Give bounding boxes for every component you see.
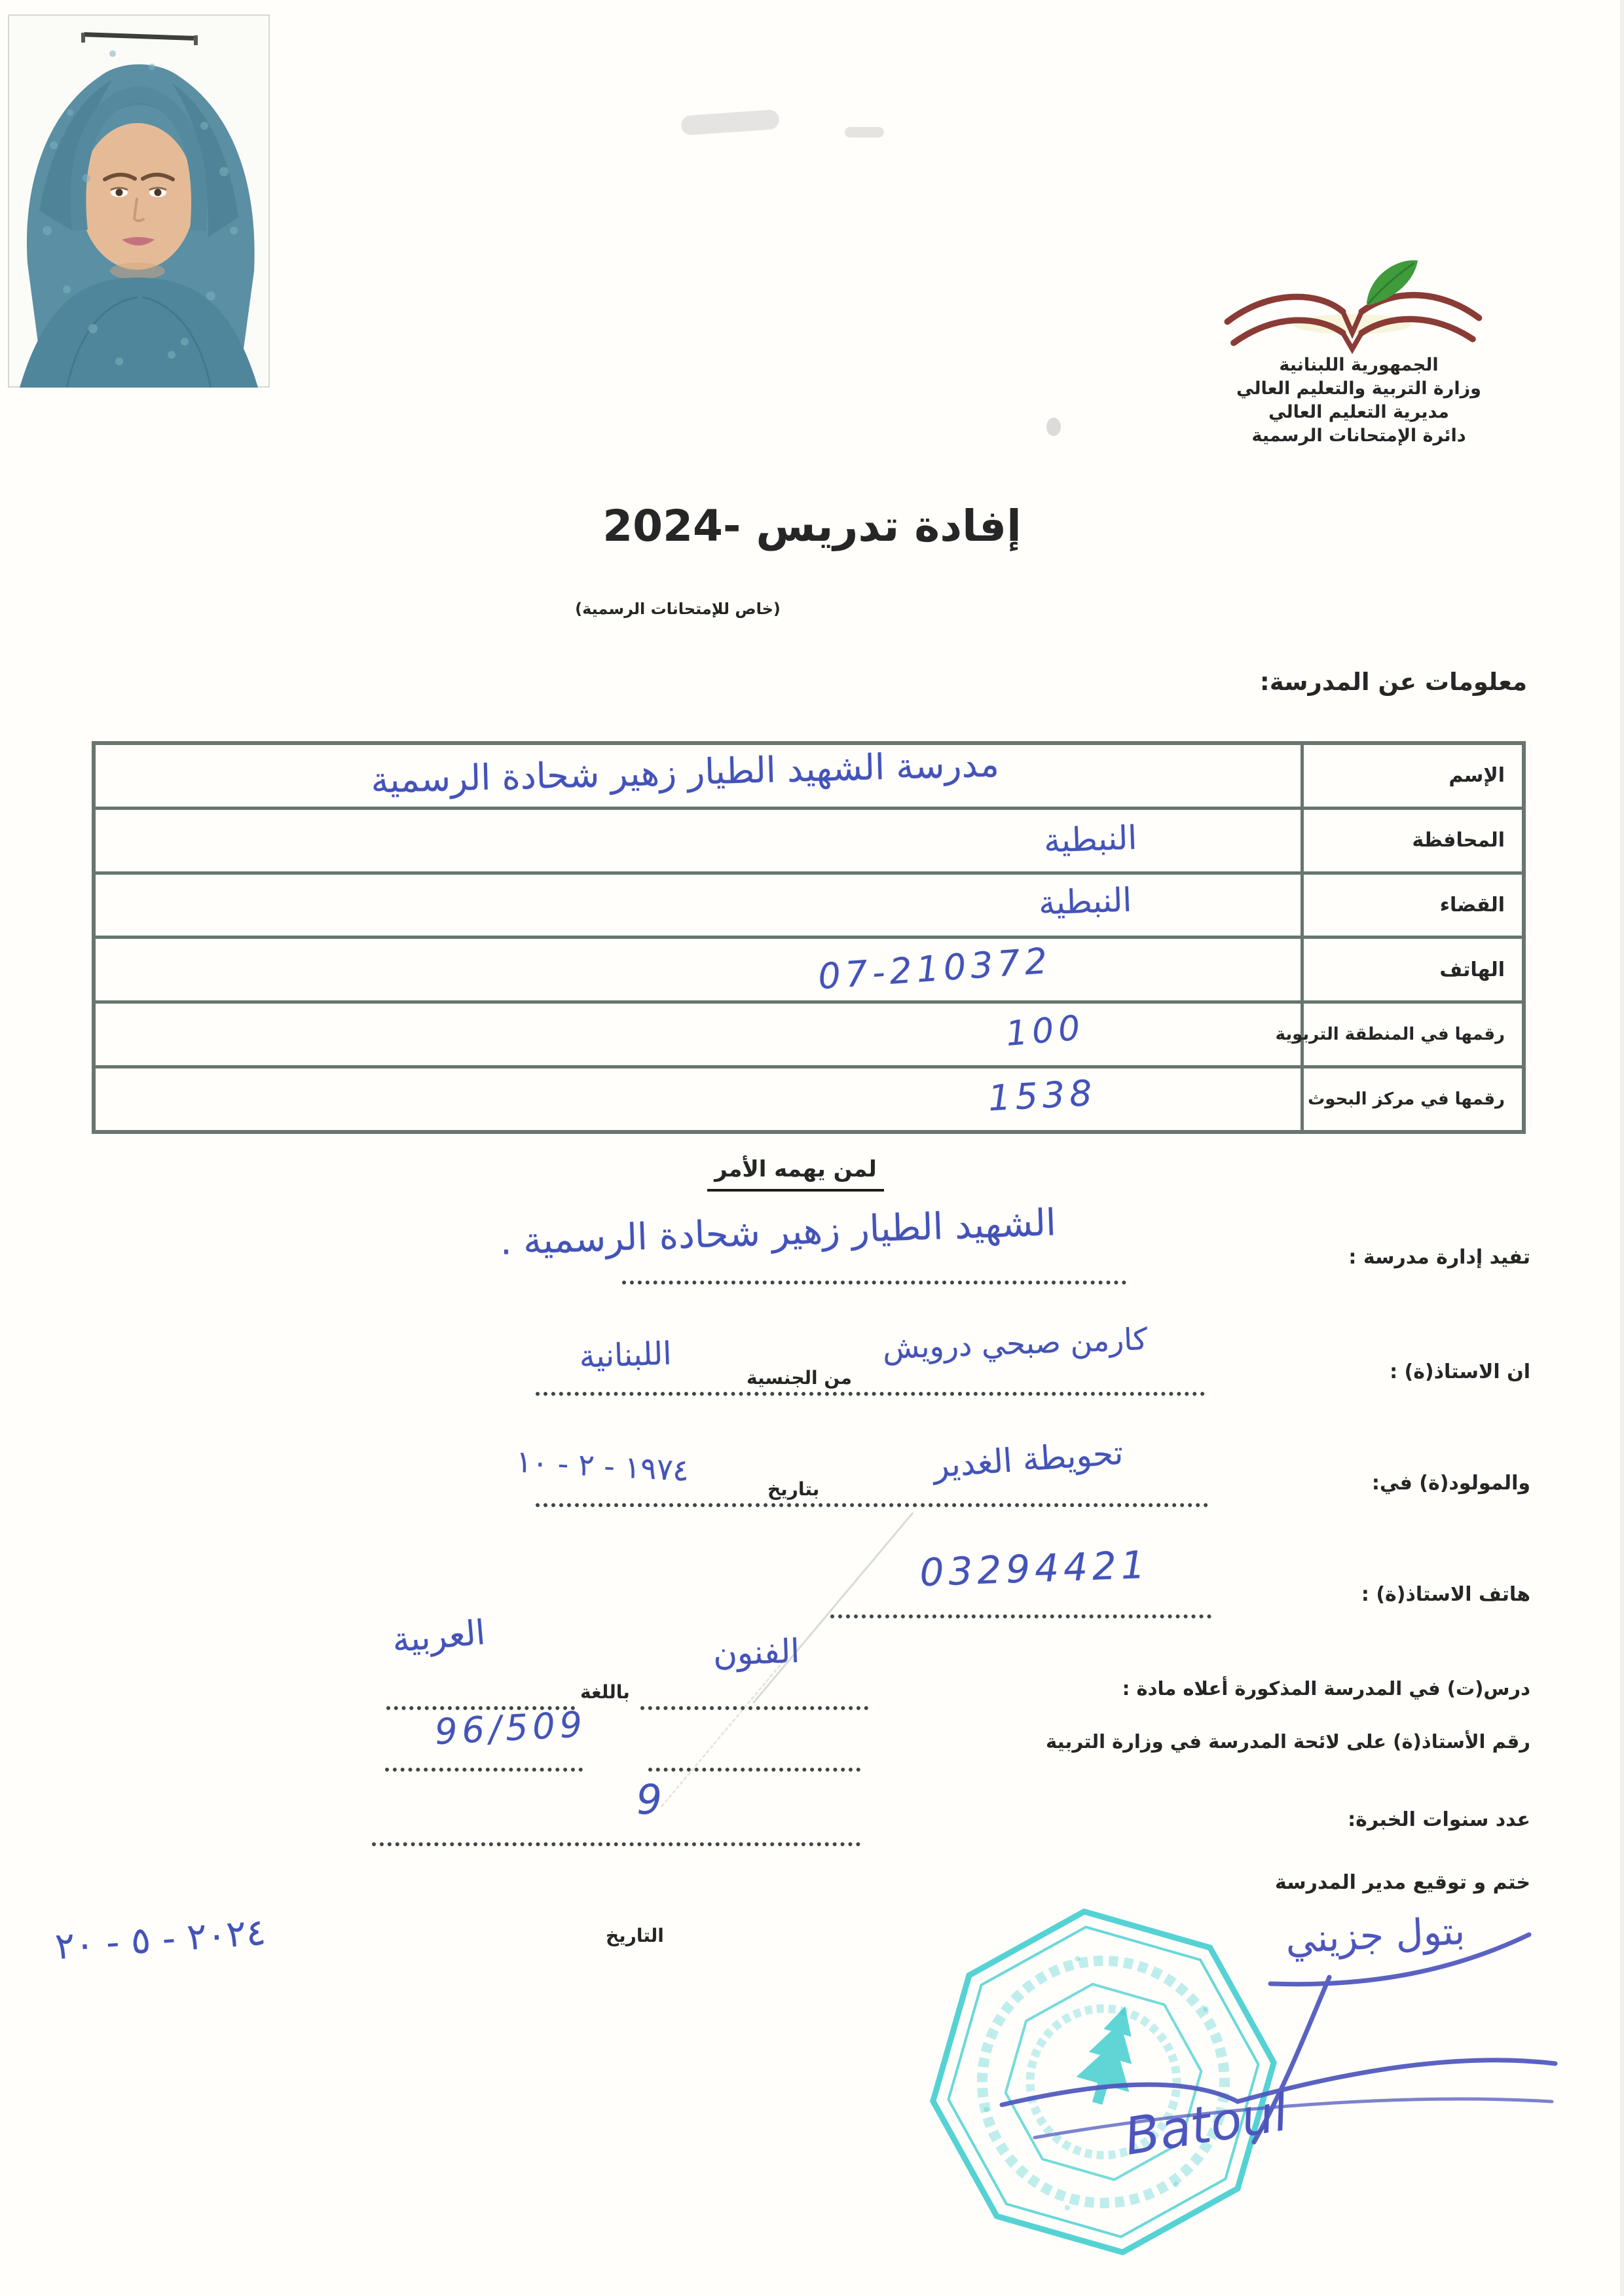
- faint-pencil-mark: [752, 1512, 914, 1704]
- handwritten-research-center-number: 1538: [987, 1072, 1098, 1120]
- document-subtitle: (خاص للإمتحانات الرسمية): [575, 600, 781, 618]
- table-row: [96, 1068, 1522, 1130]
- scan-edge-shadow: [1620, 0, 1624, 2296]
- dotted-line: [640, 1706, 868, 1710]
- handwritten-edu-district-number: 100: [1004, 1008, 1086, 1055]
- handwritten-subject: الفنون: [712, 1631, 801, 1673]
- label-teacher-phone: هاتف الاستاذ(ة) :: [1361, 1583, 1530, 1606]
- label-in-language: باللغة: [580, 1681, 630, 1703]
- row-label-phone: الهاتف: [1301, 939, 1522, 1000]
- handwritten-teacher-name: كارمن صبحي درويش: [881, 1321, 1149, 1366]
- label-years-of-experience: عدد سنوات الخبرة:: [1348, 1808, 1530, 1831]
- label-nationality: من الجنسية: [747, 1367, 852, 1389]
- handwritten-birthplace: تحويطة الغدير: [932, 1433, 1124, 1485]
- octagon-stamp-icon: [908, 1886, 1300, 2278]
- handwritten-years-experience: 9: [635, 1775, 668, 1824]
- row-value-cell: [96, 875, 1301, 936]
- row-value-cell: [96, 1068, 1301, 1130]
- label-on-date: بتاريخ: [767, 1478, 820, 1500]
- table-row: [96, 810, 1522, 875]
- dotted-line: [622, 1281, 1126, 1285]
- handwritten-district: النبطية: [1037, 881, 1132, 922]
- handwritten-language: العربية: [390, 1613, 487, 1661]
- handwritten-school-phone: 07-210372: [816, 940, 1053, 998]
- dotted-line: [536, 1392, 1205, 1396]
- table-row: [96, 1004, 1522, 1068]
- row-label-district: القضاء: [1301, 875, 1522, 936]
- label-school-administration: تفيد إدارة مدرسة :: [1348, 1246, 1530, 1269]
- row-label-research-center-number: رقمها في مركز البحوث: [1301, 1068, 1522, 1130]
- row-label-name: الإسم: [1301, 745, 1522, 807]
- school-info-table: [92, 741, 1526, 1134]
- row-value-cell: [96, 939, 1301, 1000]
- table-row: [96, 875, 1522, 939]
- ministry-line: الجمهورية اللبنانية: [1279, 355, 1439, 375]
- ministry-line: مديرية التعليم العالي: [1268, 402, 1449, 422]
- teacher-portrait-photo: [8, 14, 270, 388]
- handwritten-governorate: النبطية: [1043, 818, 1137, 860]
- faint-pencil-mark: [661, 1656, 788, 1808]
- dotted-line: [372, 1842, 860, 1846]
- handwritten-birthdate: ١٩٧٤ - ٢ - ١٠: [515, 1444, 690, 1488]
- handwritten-teacher-phone: 03294421: [919, 1542, 1151, 1595]
- date-label: التاريخ: [606, 1925, 664, 1946]
- label-principal-stamp-signature: ختم و توقيع مدير المدرسة: [1274, 1871, 1530, 1894]
- row-value-cell: [96, 745, 1301, 807]
- handwritten-school-name-line: الشهيد الطيار زهير شحادة الرسمية .: [499, 1201, 1057, 1264]
- scan-smudge: [680, 109, 780, 136]
- principal-signature-latin: Batoul: [1120, 2083, 1292, 2167]
- dotted-line: [648, 1768, 860, 1772]
- table-row: [96, 745, 1522, 810]
- label-born-in: والمولود(ة) في:: [1371, 1472, 1530, 1495]
- dotted-line: [385, 1768, 583, 1772]
- row-label-governorate: المحافظة: [1301, 810, 1522, 871]
- school-info-heading: معلومات عن المدرسة:: [1259, 668, 1527, 696]
- dotted-line: [536, 1503, 1208, 1507]
- cedar-tree-icon: [1071, 1999, 1151, 2111]
- row-label-edu-district-number: رقمها في المنطقة التربوية: [1301, 1004, 1522, 1065]
- ministry-header-text: [1225, 354, 1493, 448]
- ministry-line: دائرة الإمتحانات الرسمية: [1251, 426, 1466, 446]
- handwritten-date: ٢٠٢٤ - ٥ - ٢٠: [54, 1910, 267, 1969]
- label-teacher-roster-number: رقم الأستاذ(ة) على لائحة المدرسة في وزارة التربية: [1046, 1730, 1530, 1753]
- handwritten-roster-number: 96/509: [434, 1703, 588, 1753]
- dotted-line: [830, 1614, 1211, 1618]
- row-value-cell: [96, 810, 1301, 871]
- principal-signature-arabic: بتول جزيني: [1284, 1908, 1466, 1963]
- scan-smudge: [845, 127, 884, 137]
- label-teacher-name: ان الاستاذ(ة) :: [1390, 1360, 1530, 1383]
- table-row: [96, 939, 1522, 1004]
- to-whom-it-may-concern-heading: لمن يهمه الأمر: [707, 1156, 884, 1192]
- handwritten-nationality: اللبنانية: [578, 1335, 673, 1376]
- scan-speck: [1046, 418, 1061, 436]
- handwritten-school-name: مدرسة الشهيد الطيار زهير شحادة الرسمية: [370, 743, 1000, 801]
- document-title: إفادة تدريس -2024: [602, 501, 1022, 551]
- row-value-cell: [96, 1004, 1301, 1065]
- label-taught-subject: درس(ت) في المدرسة المذكورة أعلاه مادة :: [1122, 1677, 1530, 1700]
- official-stamp-and-signature: [871, 1886, 1565, 2296]
- ministry-line: وزارة التربية والتعليم العالي: [1236, 378, 1481, 399]
